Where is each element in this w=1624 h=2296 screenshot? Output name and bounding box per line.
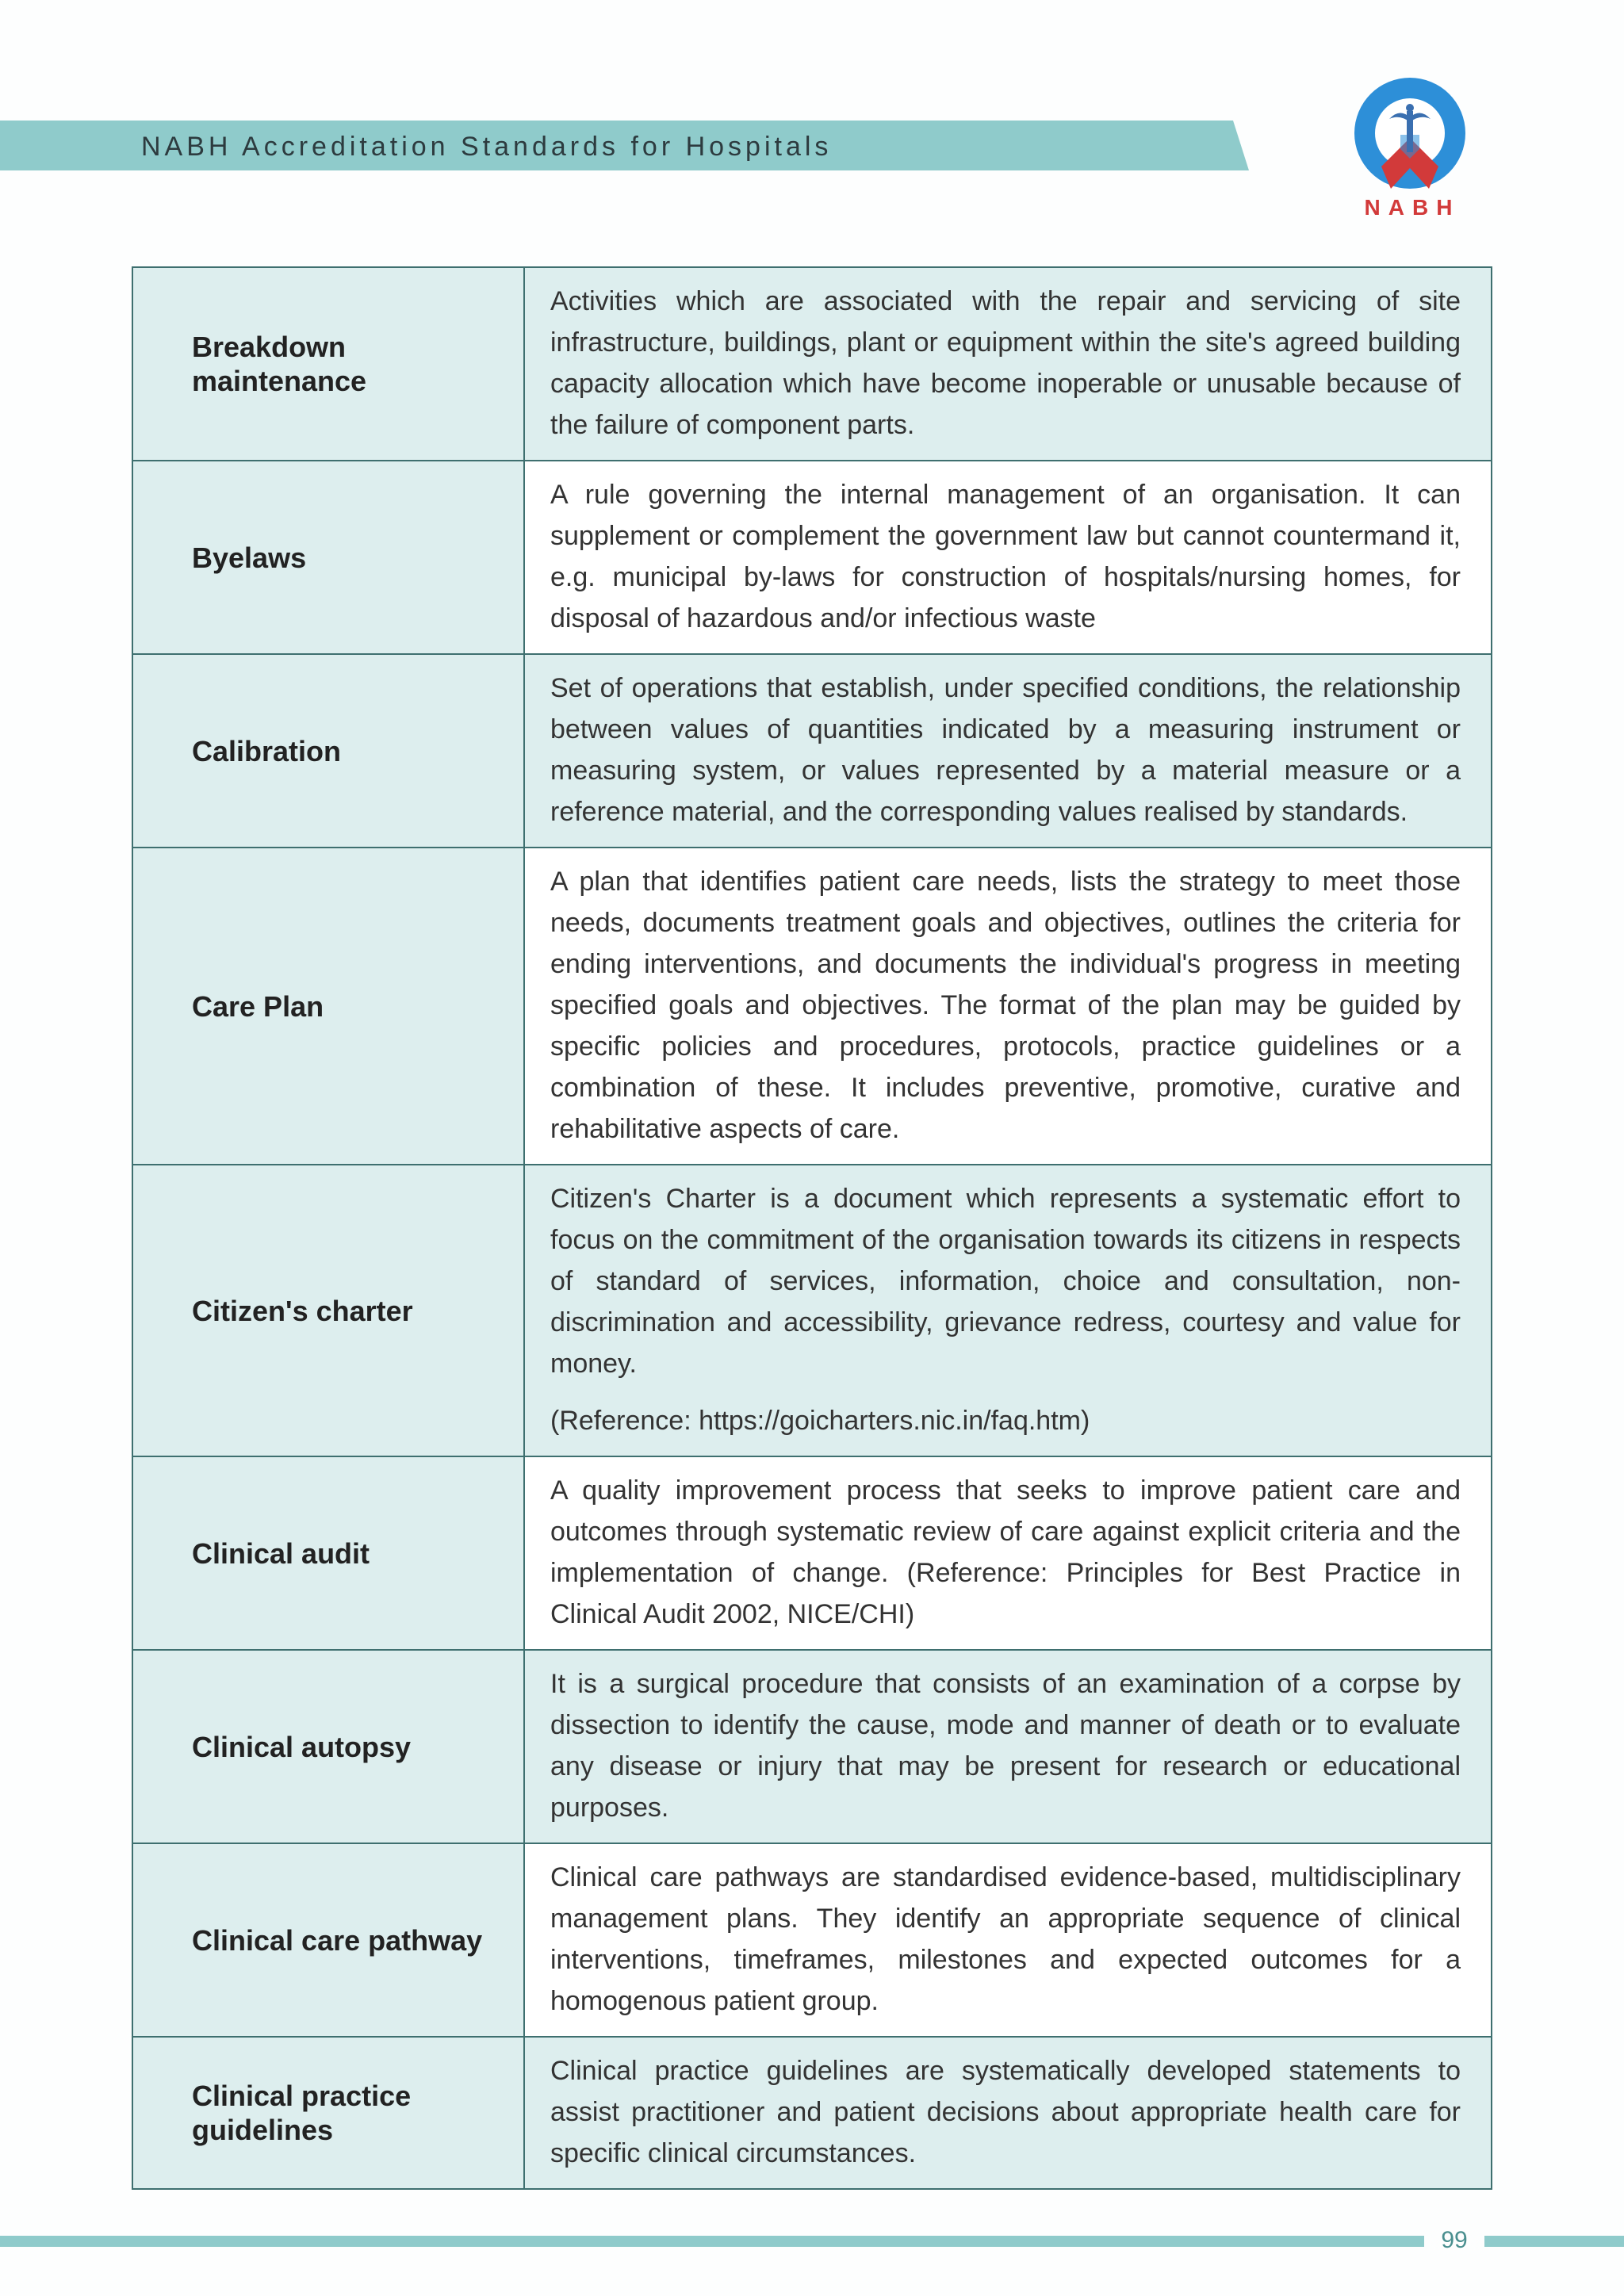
definition-paragraph: It is a surgical procedure that consists of an examination of a corpse by dissection to identify the cause, mode and manner of death or to evaluate any disease or injury that may be present for research or educational purposes.: [550, 1669, 1461, 1823]
footer-band-left: [0, 2236, 1424, 2247]
glossary-definition: [524, 1456, 1492, 1650]
definition-paragraph: Clinical care pathways are standardised evidence-based, multidisciplinary management plans. They identify an appropriate sequence of clinical interventions, timeframes, milestones and expected outcomes for a homogenous patient group.: [550, 1862, 1461, 2016]
glossary-definition: [524, 461, 1492, 654]
definition-paragraph: Activities which are associated with the repair and servicing of site infrastructure, buildings, plant or equipment within the site's agreed building capacity allocation which have become inoperable or unusable because of the failure of component parts.: [550, 286, 1461, 440]
glossary-term: Clinical practice guidelines: [132, 2037, 524, 2189]
definition-paragraph: Set of operations that establish, under specified conditions, the relationship between values of quantities indicated by a measuring instrument or measuring system, or values represented by a material measure or a reference material, and the corresponding values realised by standards.: [550, 673, 1461, 827]
logo-text: NABH: [1364, 195, 1461, 220]
definition-paragraph: (Reference: https://goicharters.nic.in/faq.htm): [550, 1406, 1090, 1436]
glossary-term: Byelaws: [132, 461, 524, 654]
page-number: 99: [1441, 2227, 1468, 2253]
definition-paragraph: A quality improvement process that seeks to improve patient care and outcomes through systematic review of care against explicit criteria and the implementation of change. (Reference: Principles for Best Practice in Clinical Audit 2002, NICE/CHI): [550, 1475, 1461, 1629]
definition-paragraph: Citizen's Charter is a document which represents a systematic effort to focus on the commitment of the organisation towards its citizens in respects of standard of services, information, choice and consultation, non-discrimination and accessibility, grievance redress, courtesy and value for money.: [550, 1184, 1461, 1379]
glossary-definition: [524, 1650, 1492, 1843]
glossary-term: Clinical care pathway: [132, 1843, 524, 2037]
nabh-logo-icon: [1340, 70, 1480, 197]
definition-paragraph: A plan that identifies patient care needs, lists the strategy to meet those needs, documents treatment goals and objectives, outlines the criteria for ending interventions, and documents the individual's progress in meeting specified goals and objectives. The format of the plan may be guided by specific policies and procedures, protocols, practice guidelines or a combination of these. It includes preventive, promotive, curative and rehabilitative aspects of care.: [550, 867, 1461, 1144]
glossary-definition: [524, 267, 1492, 461]
glossary-term: Calibration: [132, 654, 524, 848]
glossary-term: Care Plan: [132, 848, 524, 1165]
nabh-logo: [1340, 70, 1480, 228]
table-row: [132, 2037, 1492, 2189]
glossary-definition: [524, 848, 1492, 1165]
table-row: [132, 848, 1492, 1165]
definition-paragraph: A rule governing the internal management of an organisation. It can supplement or complement the government law but cannot countermand it, e.g. municipal by-laws for construction of hospitals/nursing homes, for disposal of hazardous and/or infectious waste: [550, 480, 1461, 633]
glossary-definition: [524, 654, 1492, 848]
table-row: [132, 267, 1492, 461]
definition-paragraph: Clinical practice guidelines are systematically developed statements to assist practitioner and patient decisions about appropriate health care for specific clinical circumstances.: [550, 2056, 1461, 2168]
glossary-term: Citizen's charter: [132, 1165, 524, 1456]
table-row: [132, 1843, 1492, 2037]
footer-band-right: [1484, 2236, 1624, 2247]
glossary-definition: [524, 2037, 1492, 2189]
table-row: [132, 1165, 1492, 1456]
glossary-term: Breakdown maintenance: [132, 267, 524, 461]
page-header-title: NABH Accreditation Standards for Hospitals: [141, 132, 833, 162]
glossary-definition: [524, 1165, 1492, 1456]
glossary-definition: [524, 1843, 1492, 2037]
table-row: [132, 1650, 1492, 1843]
table-row: [132, 654, 1492, 848]
glossary-table: [132, 266, 1492, 2190]
table-row: [132, 1456, 1492, 1650]
table-row: [132, 461, 1492, 654]
glossary-term: Clinical audit: [132, 1456, 524, 1650]
glossary-term: Clinical autopsy: [132, 1650, 524, 1843]
